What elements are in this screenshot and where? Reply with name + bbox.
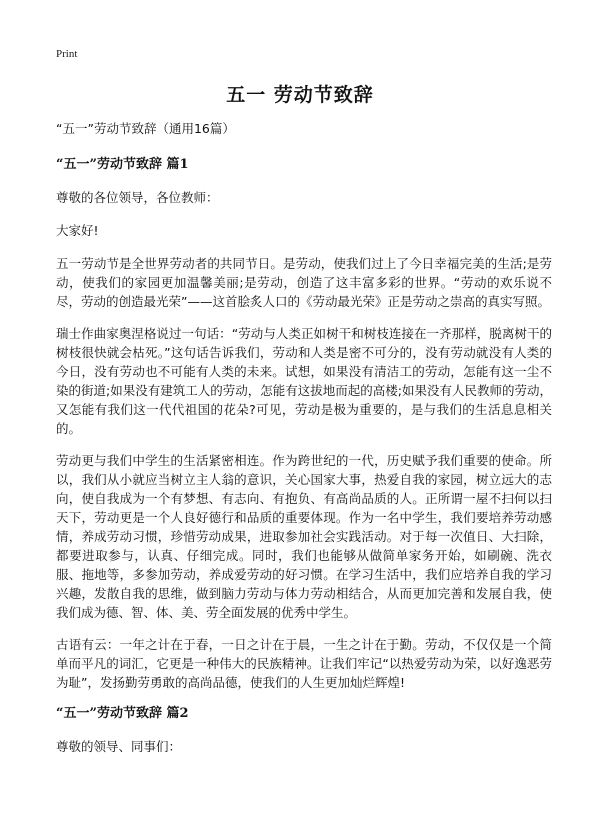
- document-subtitle: “五一”劳动节致辞（通用16篇）: [56, 121, 235, 136]
- greeting: 大家好!: [56, 223, 99, 238]
- document-body: [56, 120, 552, 770]
- paragraph-3: 劳动更与我们中学生的生活紧密相连。作为跨世纪的一代，历史赋予我们重要的使命。所以，我们从小就应当树立主人翁的意识，关心国家大事，热爱自我的家园，树立远大的志向，使自我成为一个有梦想、有志向、有抱负、有高尚品质的人。正所谓一屋不扫何以扫天下，劳动更是一个人良好德行和品质的重要体现。作为一名中学生，我们要培养劳动感情，养成劳动习惯，珍惜劳动成果，进取参加社会实践活动。对于每一次值日、大扫除，都要进取参与，认真、仔细完成。同时，我们也能够从做简单家务开始，如刷碗、洗衣服、拖地等，多参加劳动，养成爱劳动的好习惯。在学习生活中，我们应培养自我的学习兴趣，发散自我的思维，做到脑力劳动与体力劳动相结合，从而更加完善和发展自我，使我们成为德、智、体、美、劳全面发展的优秀中学生。: [56, 453, 552, 620]
- print-label: Print: [56, 48, 78, 60]
- salutation-2: 尊敬的领导、同事们：: [56, 739, 182, 754]
- paragraph-1: 五一劳动节是全世界劳动者的共同节日。是劳动，使我们过上了今日幸福完美的生活;是劳动，使我们的家园更加温馨美丽;是劳动，创造了这丰富多彩的世界。“劳动的欢乐说不尽，劳动的创造最光荣”——这首脍炙人口的《劳动最光荣》正是劳动之崇高的真实写照。: [56, 256, 552, 309]
- section-heading-2: “五一”劳动节致辞 篇2: [56, 706, 189, 721]
- paragraph-2: 瑞士作曲家奥涅格说过一句话：“劳动与人类正如树干和树枝连接在一齐那样，脱离树干的树枝很快就会枯死。”这句话告诉我们，劳动和人类是密不可分的，没有劳动就没有人类的今日，没有劳动也不可能有人类的未来。试想，如果没有清洁工的劳动，怎能有这一尘不染的街道;如果没有建筑工人的劳动，怎能有这拔地而起的高楼;如果没有人民教师的劳动，又怎能有我们这一代代祖国的花朵?可见，劳动是极为重要的，是与我们的生活息息相关的。: [56, 326, 552, 436]
- section-heading-1: “五一”劳动节致辞 篇1: [56, 157, 189, 172]
- page-title: 五一 劳动节致辞: [226, 84, 374, 106]
- salutation: 尊敬的各位领导，各位教师：: [56, 190, 219, 205]
- paragraph-4: 古语有云：一年之计在于春，一日之计在于晨，一生之计在于勤。劳动，不仅仅是一个简单而平凡的词汇，它更是一种伟大的民族精神。让我们牢记“以热爱劳动为荣，以好逸恶劳为耻”，发扬勤劳勇敢的高尚品德，使我们的人生更加灿烂辉煌!: [56, 637, 552, 690]
